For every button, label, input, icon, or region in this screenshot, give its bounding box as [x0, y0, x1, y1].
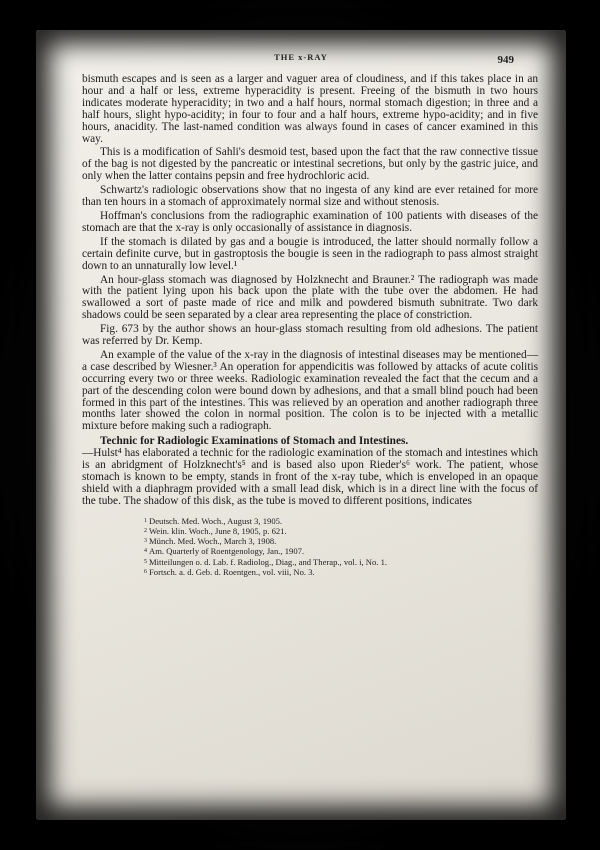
footnote [144, 516, 538, 526]
footnote [144, 526, 538, 536]
footnote [144, 557, 538, 567]
footnote-text: Mitteilungen o. d. Lab. f. Radiolog., Diag., and Therap., vol. i, No. 1. [149, 556, 388, 567]
footnote [144, 546, 538, 556]
footnote [144, 567, 538, 577]
section-heading: Technic for Radiologic Examinations of Stomach and Intestines. [100, 435, 409, 448]
footnote-number: 3 [144, 538, 147, 545]
paragraph: bismuth escapes and is seen as a larger and vaguer area of cloudiness, and if this takes place in an hour and a half or less, extreme hyperacidity is present. Freeing of the bismuth in two hours indicates moderate hyperacidity; in two and a half hours, normal stomach digestion; in three and a half hours, slight hypo-acidity; in four to four and a half hours, extreme hypo-acidity; and in five hours, anacidity. The last-named condition was always found in cases of cancer examined in this way. [82, 73, 538, 145]
footnote-text: Am. Quarterly of Roentgenology, Jan., 1907. [149, 546, 305, 557]
section-text: —Hulst⁴ has elaborated a technic for the radiologic examination of the stomach and intestines which is an abridgment of Holzknecht's⁵ and is based also upon Rieder's⁶ work. The patient, whose stomach is known to be empty, stands in front of the x-ray tube, which is enveloped in an opaque shield with a diaphragm provided with a small lead disk, which is in a direct line with the focus of the tube. The shadow of this disk, as the tube is moved to different positions, indicates [82, 447, 538, 507]
page-header [36, 52, 566, 68]
paragraph: Fig. 673 by the author shows an hour-glass stomach resulting from old adhesions. The patient was referred by Dr. Kemp. [82, 323, 538, 348]
footnotes [82, 516, 538, 577]
footnote-number: 4 [144, 548, 147, 555]
paragraph: An hour-glass stomach was diagnosed by Holzknecht and Brauner.² The radiograph was made with the patient lying upon his back upon the plate with the tube over the abdomen. He had swallowed a sort of paste made of rice and milk and powdered bismuth subnitrate. Two dark shadows could be seen separated by a clear area representing the place of constriction. [82, 273, 538, 322]
book-page [36, 30, 566, 820]
footnote-text: Deutsch. Med. Woch., August 3, 1905. [149, 515, 283, 526]
paragraph: Hoffman's conclusions from the radiographic examination of 100 patients with diseases of the stomach are that the x-ray is only occasionally of assistance in diagnosis. [82, 209, 538, 234]
footnote-number: 5 [144, 558, 147, 565]
footnote [144, 536, 538, 546]
paragraph: Schwartz's radiologic observations show that no ingesta of any kind are ever retained for more than ten hours in a stomach of approximately normal size and without stenosis. [82, 184, 538, 209]
footnote-number: 6 [144, 568, 147, 575]
paragraph: This is a modification of Sahli's desmoid test, based upon the fact that the raw connective tissue of the bag is not digested by the pancreatic or intestinal secretions, but only by the gastric juice, and only when the latter contains pepsin and free hydrochloric acid. [82, 146, 538, 183]
footnote-number: 2 [144, 527, 147, 534]
footnote-text: Wein. klin. Woch., June 8, 1905, p. 621. [149, 525, 287, 536]
footnote-number: 1 [144, 517, 147, 524]
page-number: 949 [497, 54, 514, 66]
running-head: THE x-RAY [274, 52, 328, 62]
footnote-text: Fortsch. a. d. Geb. d. Roentgen., vol. viii, No. 3. [149, 566, 315, 577]
body-text [82, 74, 538, 577]
paragraph: If the stomach is dilated by gas and a bougie is introduced, the latter should normally follow a certain definite curve, but in gastroptosis the bougie is seen in the radiograph to pass almost straight down to an unnaturally low level.¹ [82, 235, 538, 272]
paragraph: An example of the value of the x-ray in the diagnosis of intestinal diseases may be mentioned—a case described by Wiesner.³ An operation for appendicitis was followed by attacks of acute colitis occurring every two or three weeks. Radiologic examination revealed the fact that the cecum and a part of the descending colon were bound down by adhesions, and that a small blind pouch had been formed in this part of the intestines. This was relieved by an operation and another radiograph three months later showed the colon in normal position. The colon is to be injected with a metallic mixture before making such a radiograph. [82, 348, 538, 433]
footnote-text: Münch. Med. Woch., March 3, 1908. [149, 536, 277, 547]
